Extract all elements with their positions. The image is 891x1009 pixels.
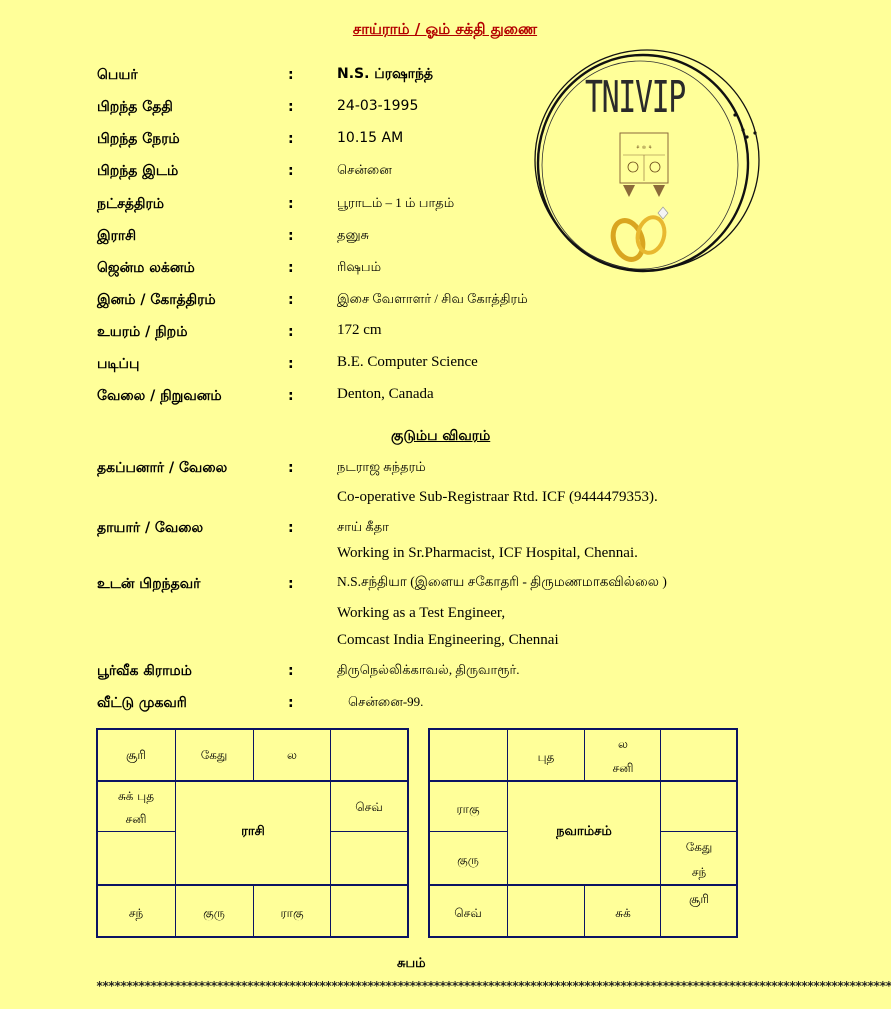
rasi-cell-r0c1: கேது xyxy=(200,748,228,762)
rasi-cell-r1c0-b: சனி xyxy=(125,812,147,826)
navamsam-cell-r0c2-a: ல xyxy=(618,737,628,751)
rasi-cell-r3c0: சந் xyxy=(128,906,144,920)
rasi-chart xyxy=(96,728,409,938)
label-mother: தாயார் / வேலை xyxy=(97,520,204,536)
value-dob: 24-03-1995 xyxy=(337,98,419,114)
value-height: 172 cm xyxy=(337,322,382,338)
navamsam-chart xyxy=(428,728,738,938)
rasi-cell-r0c2: ல xyxy=(287,748,297,762)
navamsam-cell-r3c0: செவ் xyxy=(454,906,482,920)
value-star: பூராடம் – 1 ம் பாதம் xyxy=(337,195,455,210)
value-sibling-job-2: Comcast India Engineering, Chennai xyxy=(337,632,559,648)
colon: : xyxy=(288,131,294,147)
navamsam-cell-r2c3-a: கேது xyxy=(685,840,713,854)
navamsam-cell-r2c0: குரு xyxy=(457,853,479,867)
label-height: உயரம் / நிறம் xyxy=(97,324,188,340)
navamsam-cell-r0c2-b: சனி xyxy=(612,761,634,775)
rasi-cell-r1c0-a: சுக் புத xyxy=(117,789,155,803)
footer-subam: சுபம் xyxy=(397,956,426,971)
value-father-name: நடராஜ சுந்தரம் xyxy=(337,459,426,474)
value-native: திருநெல்லிக்காவல், திருவாரூர். xyxy=(337,662,520,677)
footer-stars: ************************************************************************************************************************************ xyxy=(96,979,891,993)
colon: : xyxy=(288,576,294,592)
colon: : xyxy=(288,228,294,244)
label-lagnam: ஜென்ம லக்னம் xyxy=(97,260,195,276)
value-address: சென்னை-99. xyxy=(348,694,424,709)
label-caste: இனம் / கோத்திரம் xyxy=(97,292,216,308)
logo-brand-text: TNIVIP xyxy=(585,72,685,123)
colon: : xyxy=(288,663,294,679)
colon: : xyxy=(288,292,294,308)
label-father: தகப்பனார் / வேலை xyxy=(97,460,228,476)
value-caste: இசை வேளாளர் / சிவ கோத்திரம் xyxy=(337,291,528,306)
label-dob: பிறந்த தேதி xyxy=(97,99,173,115)
colon: : xyxy=(288,163,294,179)
rasi-center-label: ராசி xyxy=(241,824,265,839)
label-address: வீட்டு முகவரி xyxy=(97,695,187,711)
colon: : xyxy=(288,67,294,83)
value-lagnam: ரிஷபம் xyxy=(337,259,382,274)
rasi-cell-r1c3: செவ் xyxy=(355,800,383,814)
colon: : xyxy=(288,388,294,404)
value-rasi: தனுசு xyxy=(337,227,370,242)
label-name: பெயர் xyxy=(97,67,138,83)
value-mother-job: Working in Sr.Pharmacist, ICF Hospital, Chennai. xyxy=(337,545,638,561)
colon: : xyxy=(288,356,294,372)
colon: : xyxy=(288,520,294,536)
svg-text:⚘ ♔ ⚘: ⚘ ♔ ⚘ xyxy=(635,145,653,151)
navamsam-cell-r3c2: சுக் xyxy=(615,906,631,920)
navamsam-cell-r2c3-b: சந் xyxy=(691,865,707,879)
rasi-cell-r0c0: சூரி xyxy=(125,748,147,762)
value-sibling-job-1: Working as a Test Engineer, xyxy=(337,605,506,621)
value-mother-name: சாய் கீதா xyxy=(337,519,389,534)
value-name: N.S. ப்ரஷாந்த் xyxy=(337,66,434,82)
value-education: B.E. Computer Science xyxy=(337,354,478,370)
value-father-job: Co-operative Sub-Registraar Rtd. ICF (9444479353). xyxy=(337,489,658,505)
colon: : xyxy=(288,324,294,340)
label-job: வேலை / நிறுவனம் xyxy=(97,388,222,404)
label-rasi: இராசி xyxy=(97,228,137,244)
value-birth-time: 10.15 AM xyxy=(337,130,404,146)
navamsam-cell-r0c1: புத xyxy=(537,750,555,764)
value-job: Denton, Canada xyxy=(337,386,434,402)
rasi-cell-r3c2: ராகு xyxy=(280,906,304,920)
label-education: படிப்பு xyxy=(97,356,140,372)
label-native: பூர்வீக கிராமம் xyxy=(97,663,192,679)
rasi-cell-r3c1: குரு xyxy=(203,906,225,920)
colon: : xyxy=(288,99,294,115)
navamsam-cell-r3c3: சூரி xyxy=(688,892,710,906)
navamsam-cell-r1c0: ராகு xyxy=(456,802,480,816)
value-birth-place: சென்னை xyxy=(337,162,392,177)
colon: : xyxy=(288,460,294,476)
colon: : xyxy=(288,695,294,711)
family-heading: குடும்ப விவரம் xyxy=(391,428,491,444)
colon: : xyxy=(288,260,294,276)
page-title: சாய்ராம் / ஓம் சக்தி துணை xyxy=(352,20,538,38)
label-sibling: உடன் பிறந்தவர் xyxy=(97,576,201,592)
label-birth-time: பிறந்த நேரம் xyxy=(97,131,180,147)
navamsam-center-label: நவாம்சம் xyxy=(556,824,612,839)
colon: : xyxy=(288,196,294,212)
label-star: நட்சத்திரம் xyxy=(97,196,164,212)
value-sibling-name: N.S.சந்தியா (இளைய சகோதரி - திருமணமாகவில்லை ) xyxy=(337,574,667,589)
label-birth-place: பிறந்த இடம் xyxy=(97,163,179,179)
